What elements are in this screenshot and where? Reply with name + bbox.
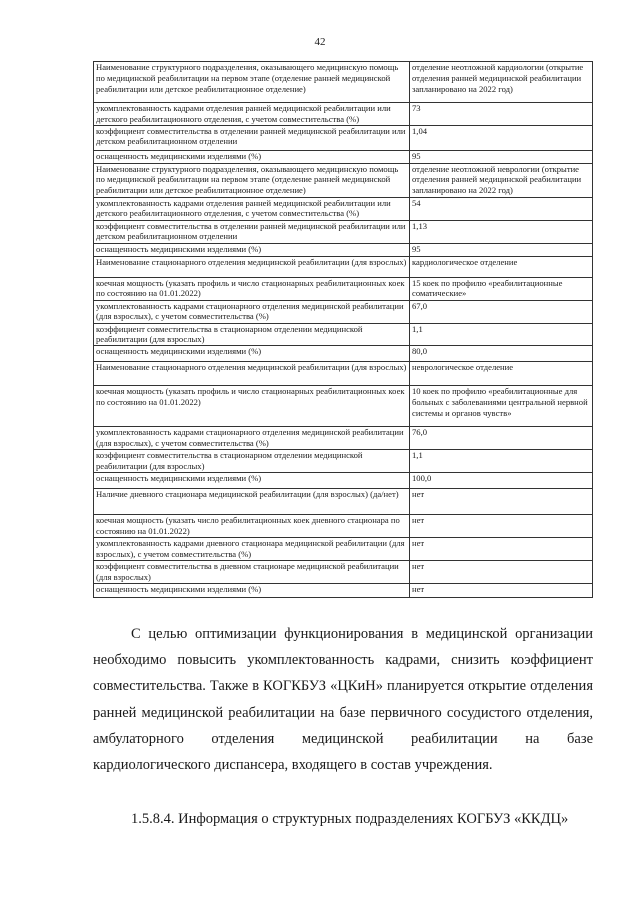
row-value-cell: 67,0 [410,300,593,323]
row-label-cell: Наименование структурного подразделения, оказывающего медицинскую помощь по медицинской реабилитации на первом этапе (отделение ранней медицинской реабилитации или детское реабилитационное отделение) [94,62,410,103]
row-label-cell: оснащенность медицинскими изделиями (%) [94,473,410,489]
row-label-cell: Наименование стационарного отделения медицинской реабилитации (для взрослых) [94,362,410,386]
rehabilitation-units-table [93,61,593,598]
table-row [94,362,593,386]
row-label-cell: коечная мощность (указать профиль и число стационарных реабилитационных коек по состоянию на 01.01.2022) [94,277,410,300]
row-label-cell: укомплектованность кадрами отделения ранней медицинской реабилитации или детского реабилитационного отделения, с учетом совместительства (%) [94,197,410,220]
row-value-cell: 80,0 [410,346,593,362]
section-heading: 1.5.8.4. Информация о структурных подразделениях КОГБУЗ «ККДЦ» [131,811,569,827]
body-paragraph: С целью оптимизации функционирования в медицинской организации необходимо повысить укомплектованность кадрами, снизить коэффициент совместительства. Также в КОГКБУЗ «ЦКиН» планируется открытие отделения ранней медицинской реабилитации на базе первичного сосудистого отделения, амбулаторного отделения медицинской реабилитации на базе кардиологического диспансера, входящего в состав учреждения. [93,626,593,774]
row-value-cell: 1,1 [410,450,593,473]
row-label-cell: коэффициент совместительства в стационарном отделении медицинской реабилитации (для взрослых) [94,323,410,346]
row-value-cell: 1,13 [410,220,593,243]
row-label-cell: укомплектованность кадрами дневного стационара медицинской реабилитации (для взрослых), с учетом совместительства (%) [94,538,410,561]
page-number: 42 [314,36,326,48]
row-value-cell: нет [410,561,593,584]
row-value-cell: 15 коек по профилю «реабилитационные соматические» [410,277,593,300]
table-row [94,300,593,323]
row-value-cell: кардиологическое отделение [410,256,593,277]
row-value-cell: отделение неотложной кардиологии (открытие отделения ранней медицинской реабилитации запланировано на 2022 год) [410,62,593,103]
row-label-cell: укомплектованность кадрами стационарного отделения медицинской реабилитации (для взрослых), с учетом совместительства (%) [94,300,410,323]
row-value-cell: нет [410,515,593,538]
row-label-cell: коэффициент совместительства в отделении ранней медицинской реабилитации или детском реабилитационном отделении [94,125,410,150]
row-label-cell: коечная мощность (указать профиль и число стационарных реабилитационных коек по состоянию на 01.01.2022) [94,386,410,427]
table-row [94,561,593,584]
row-value-cell: 1,1 [410,323,593,346]
row-label-cell: Наименование структурного подразделения, оказывающего медицинскую помощь по медицинской реабилитации на первом этапе (отделение ранней медицинской реабилитации или детское реабилитационное отделение) [94,163,410,197]
row-value-cell: 95 [410,243,593,256]
row-value-cell: нет [410,489,593,515]
row-value-cell: отделение неотложной неврологии (открытие отделения ранней медицинской реабилитации запланировано на 2022 год) [410,163,593,197]
row-value-cell: 76,0 [410,427,593,450]
table-row [94,473,593,489]
table-row [94,584,593,598]
row-value-cell: 95 [410,150,593,163]
row-value-cell: 100,0 [410,473,593,489]
table-body [94,62,593,598]
row-value-cell: неврологическое отделение [410,362,593,386]
table-row [94,220,593,243]
table-row [94,243,593,256]
row-value-cell: 10 коек по профилю «реабилитационные для больных с заболеваниями центральной нервной системы и органов чувств» [410,386,593,427]
table-row [94,538,593,561]
row-label-cell: оснащенность медицинскими изделиями (%) [94,584,410,598]
table-row [94,125,593,150]
row-label-cell: коэффициент совместительства в дневном стационаре медицинской реабилитации (для взрослых) [94,561,410,584]
row-value-cell: нет [410,538,593,561]
table-row [94,427,593,450]
row-label-cell: Наличие дневного стационара медицинской реабилитации (для взрослых) (да/нет) [94,489,410,515]
row-label-cell: оснащенность медицинскими изделиями (%) [94,346,410,362]
table-row [94,450,593,473]
table-row [94,163,593,197]
row-label-cell: оснащенность медицинскими изделиями (%) [94,150,410,163]
row-label-cell: Наименование стационарного отделения медицинской реабилитации (для взрослых) [94,256,410,277]
table-row [94,103,593,126]
row-label-cell: коэффициент совместительства в отделении ранней медицинской реабилитации или детском реабилитационном отделении [94,220,410,243]
table-row [94,346,593,362]
table-row [94,256,593,277]
table-row [94,323,593,346]
table-row [94,489,593,515]
row-label-cell: укомплектованность кадрами отделения ранней медицинской реабилитации или детского реабилитационного отделения, с учетом совместительства (%) [94,103,410,126]
row-label-cell: укомплектованность кадрами стационарного отделения медицинской реабилитации (для взрослых), с учетом совместительства (%) [94,427,410,450]
row-value-cell: нет [410,584,593,598]
table-row [94,277,593,300]
table-row [94,386,593,427]
row-value-cell: 73 [410,103,593,126]
row-value-cell: 54 [410,197,593,220]
row-label-cell: коэффициент совместительства в стационарном отделении медицинской реабилитации (для взрослых) [94,450,410,473]
table-row [94,62,593,103]
row-label-cell: коечная мощность (указать число реабилитационных коек дневного стационара по состоянию на 01.01.2022) [94,515,410,538]
table-row [94,150,593,163]
table-row [94,515,593,538]
table-row [94,197,593,220]
row-value-cell: 1,04 [410,125,593,150]
row-label-cell: оснащенность медицинскими изделиями (%) [94,243,410,256]
